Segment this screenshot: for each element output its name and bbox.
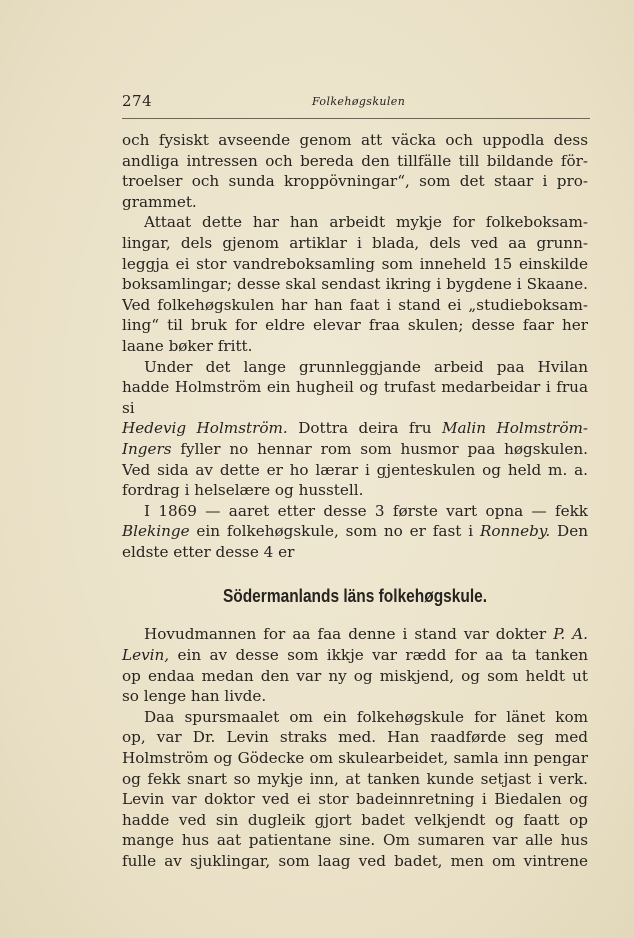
text-line: Ved sida av dette er ho lærar i gjenteskulen og held m. a. xyxy=(122,460,588,479)
running-head: Folkehøgskulen xyxy=(312,95,406,108)
text-line: so lenge han livde. xyxy=(122,687,267,706)
text-line xyxy=(122,521,588,542)
paragraph-6 xyxy=(122,707,588,872)
text-line: och fysiskt avseende genom att väcka och uppodla dess xyxy=(122,131,588,149)
section-heading: Södermanlands läns folkehøgskule. xyxy=(222,586,488,607)
text-line: laane bøker fritt. xyxy=(122,336,253,355)
text-line: hadde ved sin dugleik gjort badet velkjendt og faatt op xyxy=(122,810,588,829)
text-line: Ved folkehøgskulen har han faat i stand ei „studieboksam- xyxy=(122,295,588,314)
text-line: Under det lange grunnleggjande arbeid paa Hvilan xyxy=(144,357,588,376)
text-line: mange hus aat patientane sine. Om sumaren var alle hus xyxy=(122,831,588,850)
paragraph-5 xyxy=(122,624,588,706)
text-line: andliga intressen och bereda den tillfälle till bildande för- xyxy=(122,151,588,170)
page-header xyxy=(122,90,590,119)
text-span: fyller no hennar rom som husmor paa høgskulen. xyxy=(171,439,588,458)
text-line: Holmström og Gödecke om skulearbeidet, samla inn pengar xyxy=(122,749,588,768)
text-line xyxy=(122,624,588,645)
text-line: troelser och sunda kroppövningar“, som det staar i pro- xyxy=(122,172,588,191)
text-span: Hovudmannen for aa faa denne i stand var dokter xyxy=(144,625,554,644)
text-span: ein av desse som ikkje var rædd for aa ta tanken xyxy=(169,646,588,665)
place-name: Blekinge xyxy=(122,522,190,541)
text-line: Levin var doktor ved ei stor badeinnretning i Biedalen og xyxy=(122,790,588,809)
text-line: og fekk snart so mykje inn, at tanken kunde setjast i verk. xyxy=(122,769,588,788)
person-name: P. A. xyxy=(553,625,589,644)
text-line: lingar, dels gjenom artiklar i blada, dels ved aa grunn- xyxy=(122,233,588,252)
text-line: leggja ei stor vandreboksamling som inneheld 15 einskilde xyxy=(122,254,588,273)
text-line: Attaat dette har han arbeidt mykje for folkeboksam- xyxy=(144,213,588,232)
paragraph-1 xyxy=(122,130,588,212)
text-line: Daa spursmaalet om ein folkehøgskule for länet kom xyxy=(144,707,588,726)
text-line xyxy=(122,439,588,460)
text-line xyxy=(122,645,588,666)
person-name: Ingers xyxy=(122,439,172,458)
text-line: fordrag i helselære og husstell. xyxy=(122,481,364,500)
text-span: ein folkehøgskule, som no er fast i xyxy=(189,522,480,541)
text-line: boksamlingar; desse skal sendast ikring i bygdene i Skaane. xyxy=(122,275,588,294)
body-text xyxy=(122,130,588,872)
text-line: I 1869 — aaret etter desse 3 første vart opna — fekk xyxy=(144,501,588,520)
person-name: Malin Holmström- xyxy=(441,419,588,438)
text-line: op endaa medan den var ny og miskjend, og som heldt ut xyxy=(122,666,588,685)
text-line: grammet. xyxy=(122,192,197,211)
text-line: eldste etter desse 4 er xyxy=(122,542,295,561)
text-line xyxy=(122,418,588,439)
paragraph-2 xyxy=(122,212,588,356)
paragraph-4 xyxy=(122,501,588,563)
place-name: Ronneby. xyxy=(479,522,551,541)
text-line: hadde Holmström ein hugheil og trufast medarbeidar i frua si xyxy=(122,378,588,417)
text-line: fulle av sjuklingar, som laag ved badet, men om vintrene xyxy=(122,852,588,870)
text-span: Den xyxy=(550,522,588,541)
paragraph-3 xyxy=(122,357,588,501)
text-line: op, var Dr. Levin straks med. Han raadførde seg med xyxy=(122,728,588,747)
text-line: ling“ til bruk for eldre elevar fraa skulen; desse faar her xyxy=(122,316,588,335)
person-name: Hedevig Holmström. xyxy=(122,419,288,438)
text-span: Dottra deira fru xyxy=(287,419,442,438)
page-number: 274 xyxy=(122,92,153,110)
person-name: Levin, xyxy=(122,646,170,665)
